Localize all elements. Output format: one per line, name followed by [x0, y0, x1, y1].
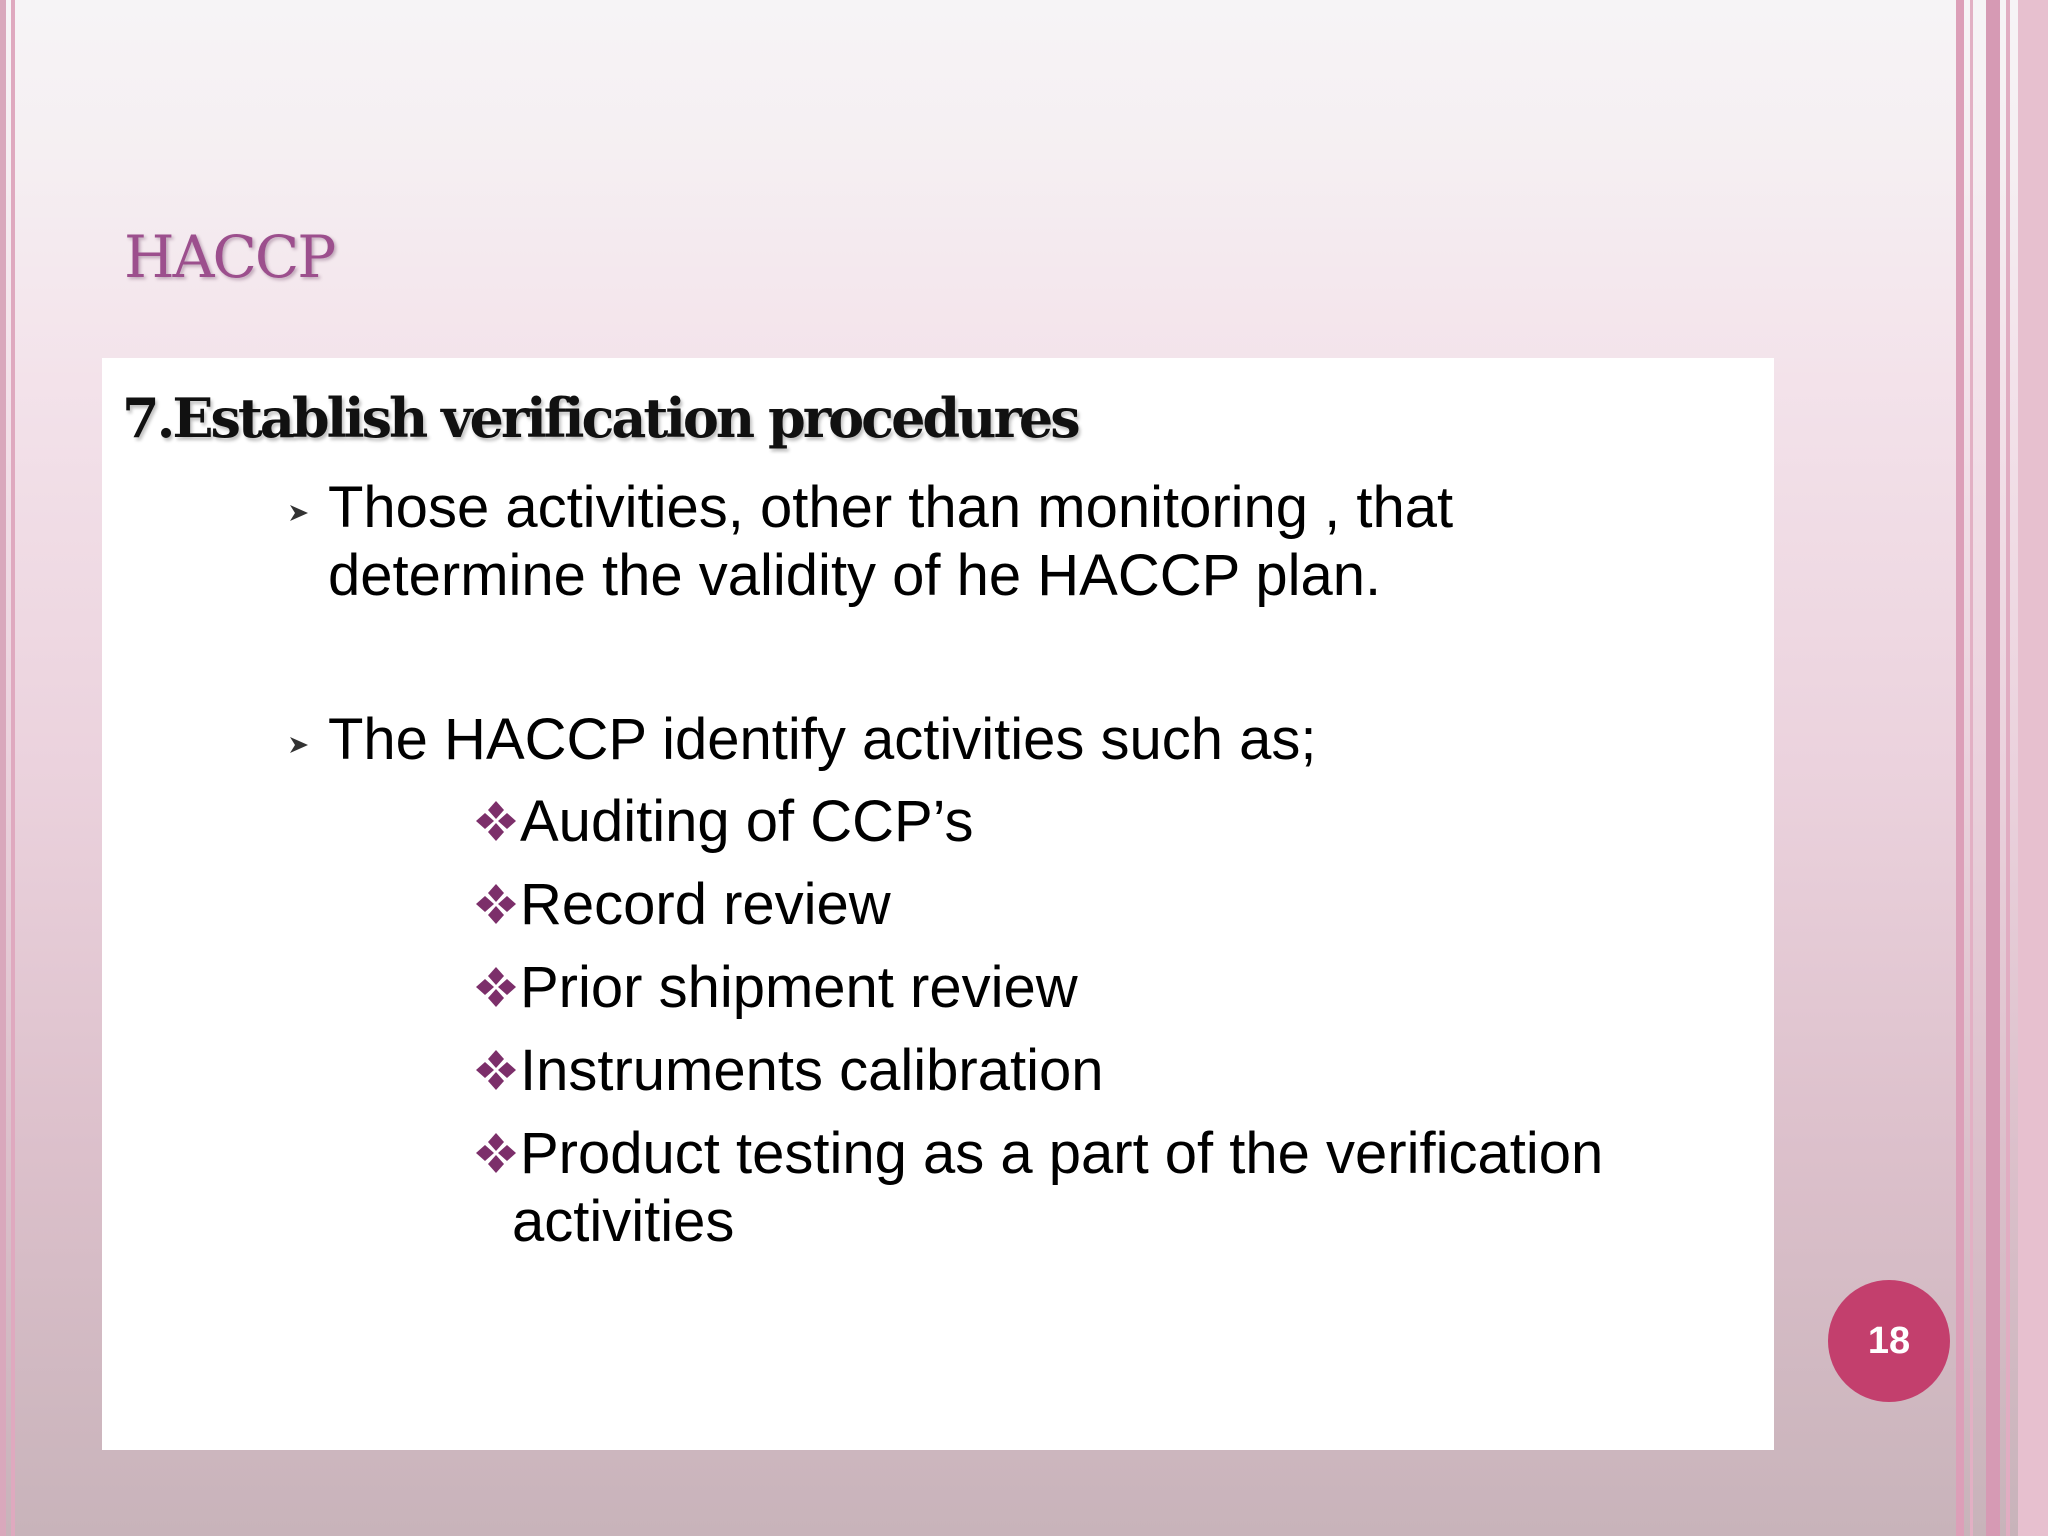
four-diamond-icon: [474, 1048, 518, 1092]
right-border-stripe: [2006, 0, 2010, 1536]
bullet-item: [328, 474, 1708, 610]
four-diamond-icon: [474, 799, 518, 843]
sub-item-text: Instruments calibration: [520, 1038, 1104, 1103]
sub-list-item: [474, 1037, 1103, 1105]
section-heading: 7.Establish verification procedures: [122, 386, 1078, 450]
sub-item-text: Auditing of CCP’s: [520, 789, 974, 854]
sub-list-item: [474, 788, 974, 856]
arrow-bullet-icon: [288, 502, 310, 524]
sub-list-item: [474, 1120, 1603, 1188]
left-border-stripe: [11, 0, 15, 1536]
sub-list-item: [474, 871, 891, 939]
right-border-stripe: [1956, 0, 1964, 1536]
sub-item-text: Prior shipment review: [520, 955, 1078, 1020]
right-border-stripe: [1986, 0, 2000, 1536]
right-border-stripe: [2018, 0, 2048, 1536]
sub-item-text-continuation: activities: [512, 1189, 735, 1254]
four-diamond-icon: [474, 1131, 518, 1175]
four-diamond-icon: [474, 965, 518, 1009]
bullet-text: Those activities, other than monitoring , that determine the validity of he HACCP plan.: [328, 475, 1454, 608]
content-box: [102, 358, 1774, 1450]
slide-title: HACCP: [124, 223, 335, 291]
right-border-stripe: [1970, 0, 1973, 1536]
bullet-text: The HACCP identify activities such as;: [328, 707, 1317, 772]
sub-item-text: Product testing as a part of the verification: [520, 1121, 1604, 1186]
sub-list-item: [474, 954, 1078, 1022]
bullet-item: [328, 706, 1708, 774]
sub-item-text: Record review: [520, 872, 891, 937]
arrow-bullet-icon: [288, 734, 310, 756]
four-diamond-icon: [474, 882, 518, 926]
page-number-badge: 18: [1828, 1280, 1950, 1402]
left-border-stripe: [0, 0, 6, 1536]
